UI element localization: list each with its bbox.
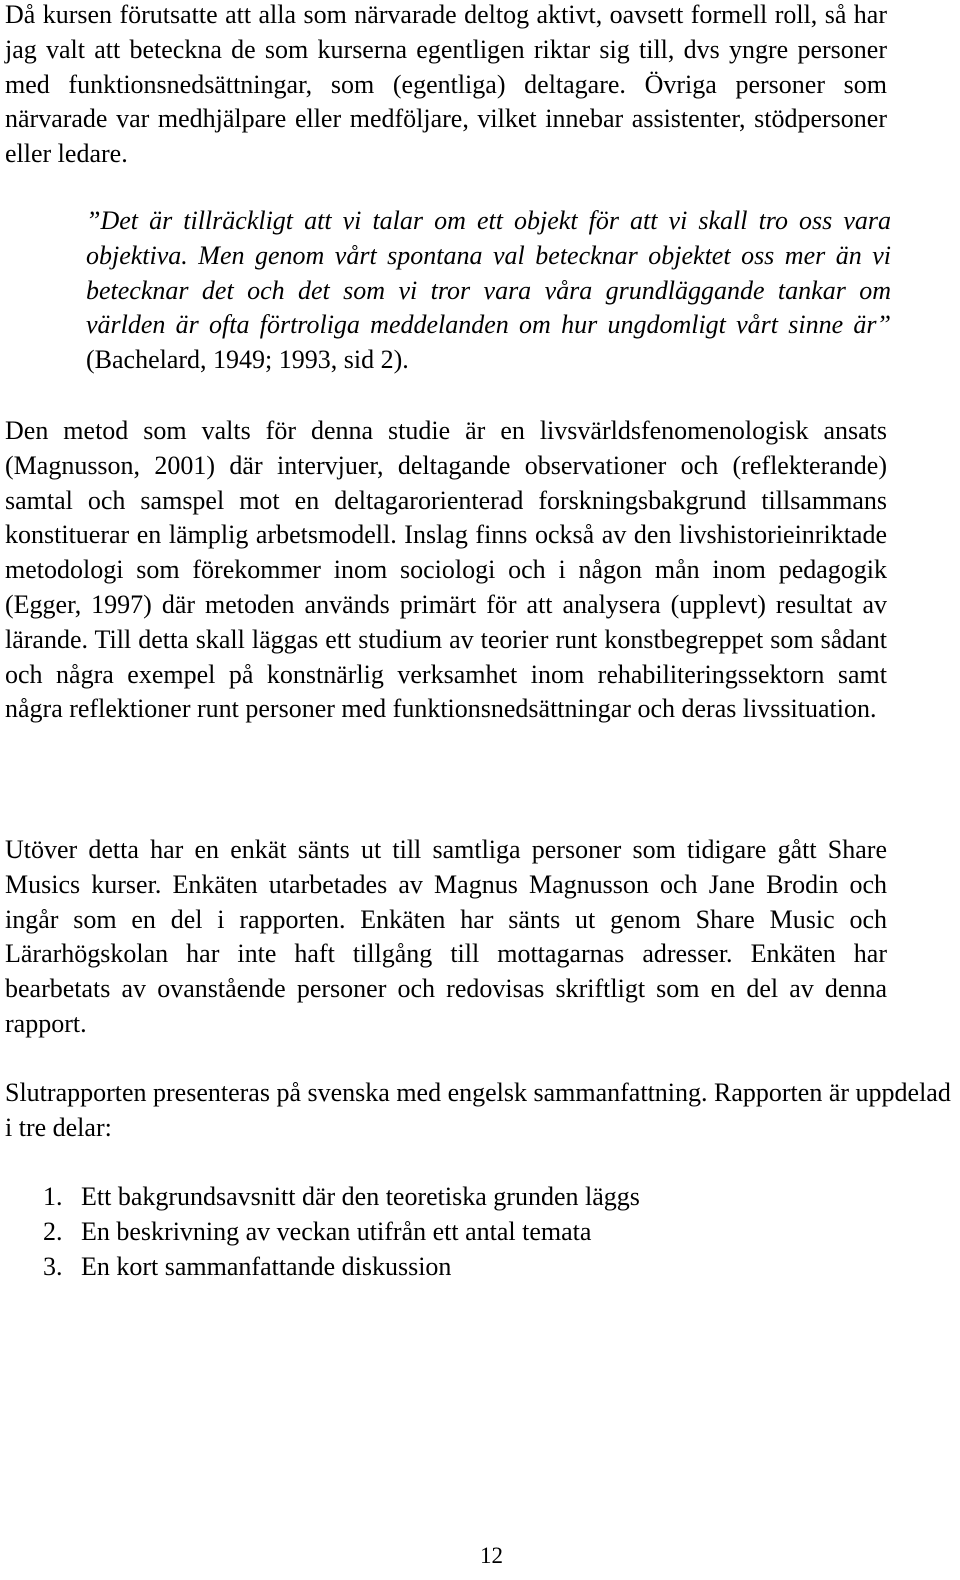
method-paragraph: Den metod som valts för denna studie är en livsvärldsfenomenologisk ansats (Magnusson, 2001) där intervjuer, deltagande observationer och (reflekterande) samtal och samspel mot en deltagarorienterad forskningsbakgrund tillsammans konstituerar en lämplig arbetsmodell. Inslag finns också av den livshistorieinriktade metodologi som förekommer inom sociologi och i någon mån inom pedagogik (Egger, 1997) där metoden används primärt för att analysera (upplevt) resultat av lärande. Till detta skall läggas ett studium av teorier runt konstbegreppet som sådant och några exempel på konstnärlig verksamhet inom rehabiliteringssektorn samt några reflektioner runt personer med funktionsnedsättningar och deras livssituation.	[5, 416, 887, 724]
list-item-text: En kort sammanfattande diskussion	[81, 1251, 452, 1281]
document-page	[5, 0, 950, 1580]
quote-citation: (Bachelard, 1949; 1993, sid 2).	[86, 345, 409, 375]
list-item-number: 2.	[43, 1216, 63, 1246]
list-item	[5, 1215, 640, 1250]
list-item	[5, 1250, 640, 1285]
intro-paragraph: Då kursen förutsatte att alla som närvarade deltog aktivt, oavsett formell roll, så har jag valt att beteckna de som kurserna egentligen riktar sig till, dvs yngre personer med funktionsnedsättningar, som (egentliga) deltagare. Övriga personer som närvarade var medhjälpare eller medföljare, vilket innebar assistenter, stödpersoner eller ledare.	[5, 0, 887, 169]
report-parts-list	[5, 1180, 640, 1284]
list-item-text: Ett bakgrundsavsnitt där den teoretiska grunden läggs	[81, 1182, 640, 1211]
quote-text: ”Det är tillräckligt att vi talar om ett objekt för att vi skall tro oss vara objektiva. Men genom vårt spontana val betecknar objektet oss mer än vi betecknar det och det som vi tror vara våra grundläggande tankar om världen är ofta förtroliga meddelanden om hur ungdomligt vårt sinne är”	[86, 206, 891, 340]
list-item-number: 3.	[43, 1251, 63, 1281]
list-item-number: 1.	[43, 1182, 63, 1211]
survey-paragraph: Utöver detta har en enkät sänts ut till samtliga personer som tidigare gått Share Musics kurser. Enkäten utarbetades av Magnus Magnusson och Jane Brodin och ingår som en del i rapporten. Enkäten har sänts ut genom Share Music och Lärarhögskolan har inte haft tillgång till mottagarnas adresser. Enkäten har bearbetats av ovanstående personer och redovisas skriftligt som en del av denna rapport.	[5, 835, 887, 1038]
structure-paragraph: Slutrapporten presenteras på svenska med engelsk sammanfattning. Rapporten är uppdelad i tre delar:	[5, 1078, 951, 1142]
page-number: 12	[480, 1543, 503, 1568]
block-quote	[86, 204, 891, 378]
list-item-text: En beskrivning av veckan utifrån ett antal temata	[81, 1216, 592, 1246]
list-item	[5, 1180, 640, 1215]
